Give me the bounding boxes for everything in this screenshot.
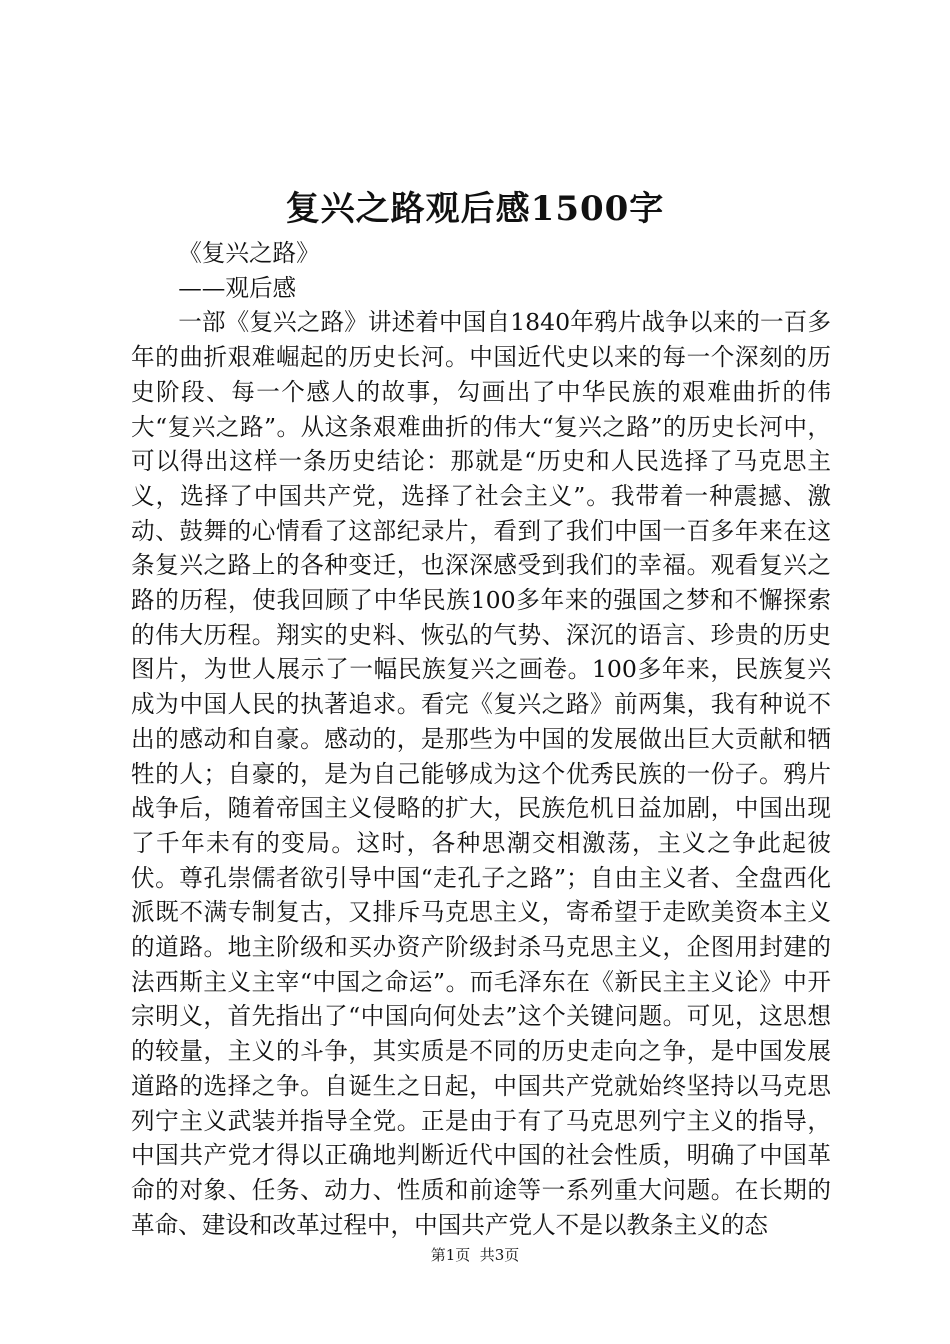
- subtitle-line: 《复兴之路》: [178, 239, 320, 267]
- document-title: 复兴之路观后感1500字: [285, 189, 665, 229]
- page-number-label: 第1页 共3页: [430, 1246, 520, 1264]
- subtitle-caption: ——观后感: [178, 273, 297, 302]
- document-body: [131, 236, 831, 1242]
- page-footer: [0, 1245, 950, 1265]
- body-paragraph: 一部《复兴之路》讲述着中国自1840年鸦片战争以来的一百多年的曲折艰难崛起的历史长河。中国近代史以来的每一个深刻的历史阶段、每一个感人的故事，勾画出了中华民族的艰难曲折的伟大“复兴之路”。从这条艰难曲折的伟大“复兴之路”的历史长河中，可以得出这样一条历史结论：那就是“历史和人民选择了马克思主义，选择了中国共产党，选择了社会主义”。我带着一种震撼、激动、鼓舞的心情看了这部纪录片，看到了我们中国一百多年来在这条复兴之路上的各种变迁，也深深感受到我们的幸福。观看复兴之路的历程，使我回顾了中华民族100多年来的强国之梦和不懈探索的伟大历程。翔实的史料、恢弘的气势、深沉的语言、珍贵的历史图片，为世人展示了一幅民族复兴之画卷。100多年来，民族复兴成为中国人民的执著追求。看完《复兴之路》前两集，我有种说不出的感动和自豪。感动的，是那些为中国的发展做出巨大贡献和牺牲的人；自豪的，是为自己能够成为这个优秀民族的一份子。鸦片战争后，随着帝国主义侵略的扩大，民族危机日益加剧，中国出现了千年未有的变局。这时，各种思潮交相激荡，主义之争此起彼伏。尊孔崇儒者欲引导中国“走孔子之路”；自由主义者、全盘西化派既不满专制复古，又排斥马克思主义，寄希望于走欧美资本主义的道路。地主阶级和买办资产阶级封杀马克思主义，企图用封建的法西斯主义主宰“中国之命运”。而毛泽东在《新民主主义论》中开宗明义，首先指出了“中国向何处去”这个关键问题。可见，这思想的较量，主义的斗争，其实质是不同的历史走向之争，是中国发展道路的选择之争。自诞生之日起，中国共产党就始终坚持以马克思列宁主义武装并指导全党。正是由于有了马克思列宁主义的指导，中国共产党才得以正确地判断近代中国的社会性质，明确了中国革命的对象、任务、动力、性质和前途等一系列重大问题。在长期的革命、建设和改革过程中，中国共产党人不是以教条主义的态: [131, 308, 831, 1239]
